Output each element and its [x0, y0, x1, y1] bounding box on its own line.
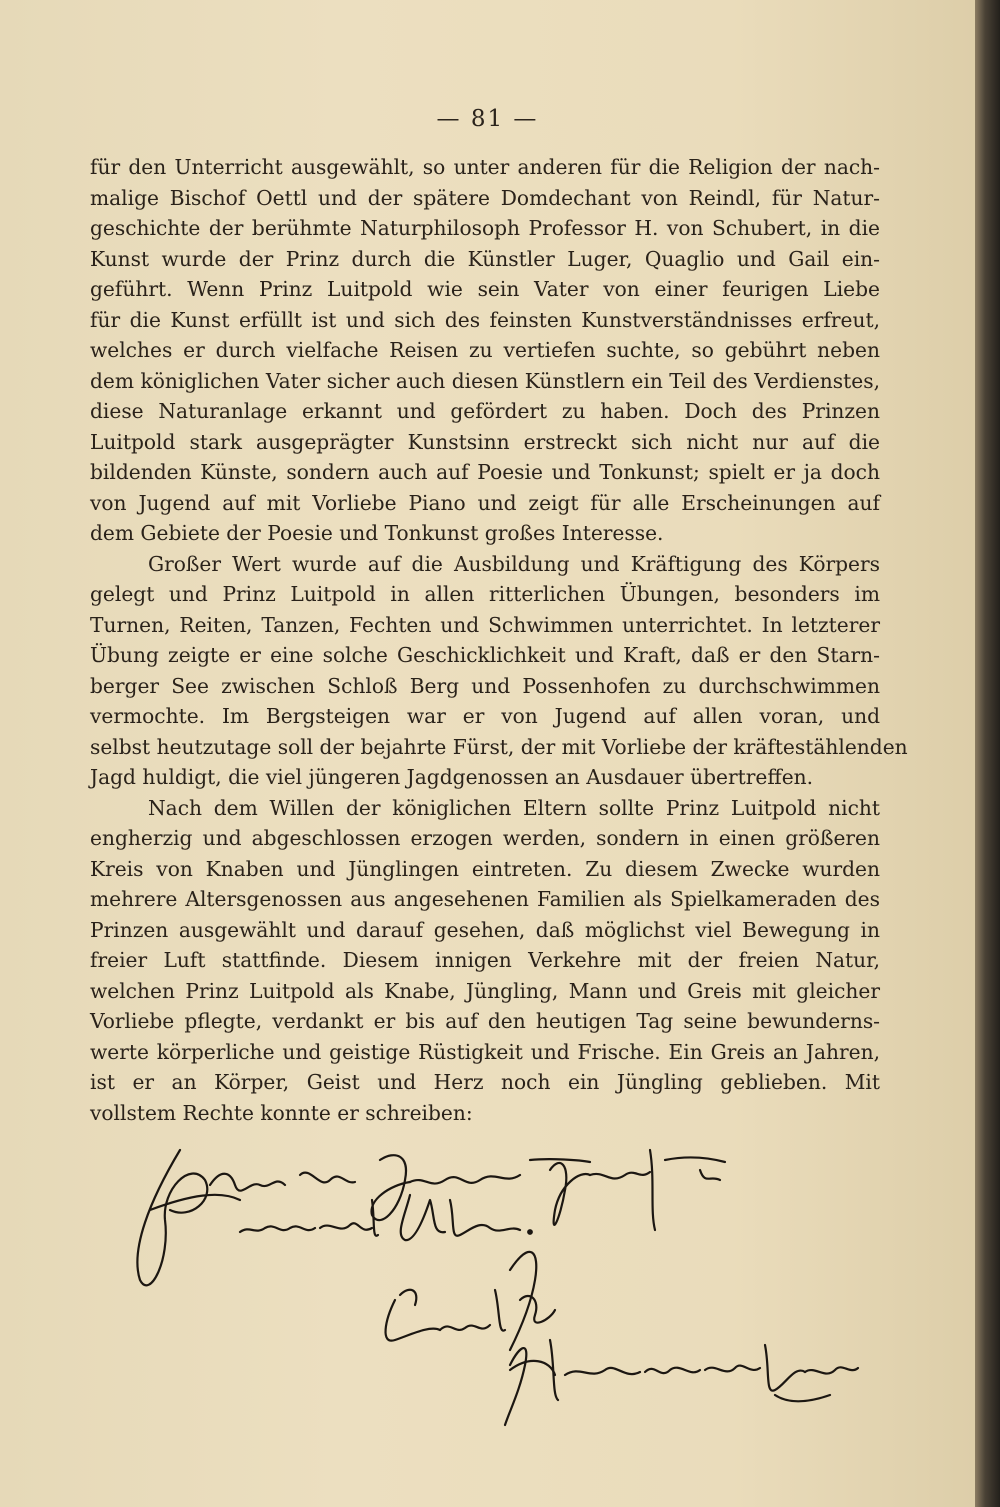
text-line: Nach dem Willen der königlichen Eltern sollte Prinz Luitpold nicht — [148, 795, 880, 820]
text-line: Vorliebe pflegte, verdankt er bis auf den heutigen Tag seine bewunderns- — [90, 1009, 880, 1033]
handwritten-signature — [110, 1140, 870, 1440]
paragraph-3 — [90, 793, 880, 1129]
text-line: Prinzen ausgewählt und darauf gesehen, daß möglichst viel Bewegung in — [90, 917, 880, 942]
page-number: — 81 — — [436, 106, 539, 132]
text-line: freier Luft stattfinde. Diesem innigen Verkehre mit der freien Natur, — [90, 948, 880, 972]
paragraph-2 — [90, 549, 908, 793]
text-line: Kunst wurde der Prinz durch die Künstler Luger, Quaglio und Gail ein- — [90, 246, 880, 271]
text-line: werte körperliche und geistige Rüstigkeit und Frische. Ein Greis an Jahren, — [90, 1039, 880, 1064]
text-line: Turnen, Reiten, Tanzen, Fechten und Schwimmen unterrichtet. In letzterer — [90, 612, 880, 637]
text-line: bildenden Künste, sondern auch auf Poesie und Tonkunst; spielt er ja doch — [90, 460, 880, 484]
text-line: Kreis von Knaben und Jünglingen eintreten. Zu diesem Zwecke wurden — [90, 856, 880, 881]
text-line: von Jugend auf mit Vorliebe Piano und zeigt für alle Erscheinungen auf — [90, 490, 880, 515]
paragraph-1 — [90, 152, 880, 549]
text-line: mehrere Altersgenossen aus angesehenen Familien als Spielkameraden des — [90, 887, 880, 911]
text-line: ist er an Körper, Geist und Herz noch ein Jüngling geblieben. Mit — [90, 1070, 880, 1094]
text-line: berger See zwischen Schloß Berg und Possenhofen zu durchschwimmen — [90, 673, 880, 698]
text-line: dem Gebiete der Poesie und Tonkunst großes Interesse. — [90, 521, 664, 545]
text-line: dem königlichen Vater sicher auch diesen Künstlern ein Teil des Verdienstes, — [90, 368, 880, 393]
text-line: vollstem Rechte konnte er schreiben: — [90, 1100, 473, 1125]
signature-drawing — [110, 1140, 870, 1440]
text-line: Jagd huldigt, die viel jüngeren Jagdgenossen an Ausdauer übertreffen. — [90, 765, 814, 789]
text-line: geschichte der berühmte Naturphilosoph Professor H. von Schubert, in die — [90, 216, 880, 240]
text-line: welchen Prinz Luitpold als Knabe, Jüngling, Mann und Greis mit gleicher — [90, 978, 880, 1003]
text-line: geführt. Wenn Prinz Luitpold wie sein Vater von einer feurigen Liebe — [90, 277, 880, 301]
body-text — [90, 152, 908, 1128]
text-line: für die Kunst erfüllt ist und sich des feinsten Kunstverständnisses erfreut, — [90, 307, 880, 332]
text-line: welches er durch vielfache Reisen zu vertiefen suchte, so gebührt neben — [90, 338, 880, 362]
text-line: gelegt und Prinz Luitpold in allen ritterlichen Übungen, besonders im — [90, 582, 880, 606]
text-line: vermochte. Im Bergsteigen war er von Jugend auf allen voran, und — [90, 704, 880, 728]
book-spine-edge — [975, 0, 1000, 1507]
text-line: Großer Wert wurde auf die Ausbildung und Kräftigung des Körpers — [148, 551, 880, 576]
text-line: selbst heutzutage soll der bejahrte Fürst, der mit Vorliebe der kräftestählenden — [90, 734, 908, 759]
text-line: diese Naturanlage erkannt und gefördert zu haben. Doch des Prinzen — [90, 399, 880, 423]
text-line: Luitpold stark ausgeprägter Kunstsinn erstreckt sich nicht nur auf die — [90, 429, 880, 454]
text-line: engherzig und abgeschlossen erzogen werden, sondern in einen größeren — [90, 826, 880, 850]
text-line: Übung zeigte er eine solche Geschicklichkeit und Kraft, daß er den Starn- — [90, 643, 880, 667]
text-line: malige Bischof Oettl und der spätere Domdechant von Reindl, für Natur- — [90, 185, 880, 210]
text-line: für den Unterricht ausgewählt, so unter anderen für die Religion der nach- — [90, 155, 880, 179]
